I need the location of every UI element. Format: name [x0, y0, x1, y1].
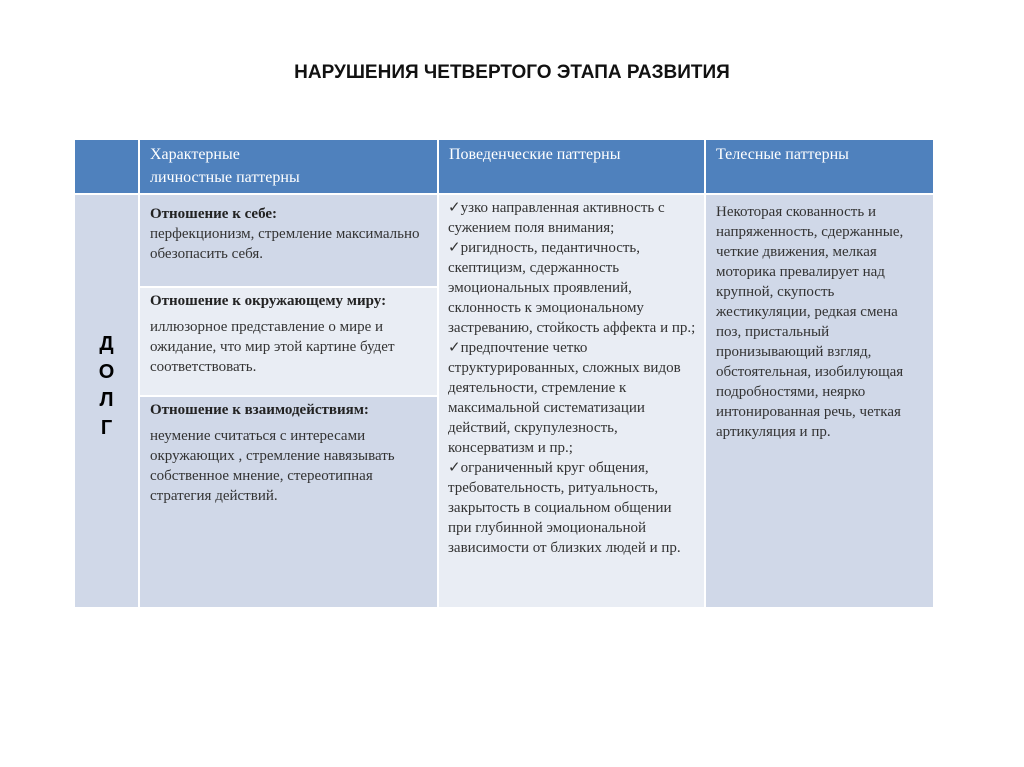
header-personality-patterns: Характерные личностные паттерны: [140, 140, 437, 193]
behavior-item-text: узко направленная активность с сужением поля внимания;: [448, 200, 665, 236]
section-title: Отношение к взаимодействиям:: [150, 402, 369, 418]
section-title: Отношение к себе:: [150, 206, 278, 222]
row-label-letter: Л: [99, 389, 114, 411]
personality-section-world: [140, 288, 437, 395]
personality-section-interaction: [140, 397, 437, 607]
behavior-item: [448, 338, 698, 458]
row-label-dolg: [75, 330, 138, 442]
check-icon: ✓: [448, 240, 461, 256]
body-cell: [706, 195, 933, 607]
row-label-letter: О: [98, 361, 115, 383]
behavior-item-text: предпочтение четко структурированных, сложных видов деятельности, стремление к максимальной систематизации действий, скрупулезность, консерватизм и пр.;: [448, 340, 681, 456]
section-text: перфекционизм, стремление максимально обезопасить себя.: [150, 226, 420, 262]
header-behavior-patterns: Поведенческие паттерны: [439, 140, 704, 193]
section-text: неумение считаться с интересами окружающих , стремление навязывать собственное мнение, стереотипная стратегия действий.: [150, 428, 395, 504]
body-text: Некоторая скованность и напряженность, сдержанные, четкие движения, мелкая моторика превалирует над крупной, скупость жестикуляции, редкая смена поз, пристальный пронизывающий взгляд, обстоятельная, изобилующая подробностями, неярко интонированная речь, четкая артикуляция и пр.: [716, 204, 904, 440]
row-label-cell: [75, 195, 138, 607]
patterns-table: [75, 140, 933, 607]
behavior-item: [448, 238, 698, 338]
behavior-item-text: ограниченный круг общения, требовательность, ритуальность, закрытость в социальном общении при глубинной эмоциональной зависимости от близких людей и пр.: [448, 460, 681, 556]
behavior-item-text: ригидность, педантичность, скептицизм, сдержанность эмоциональных проявлений, склонность к эмоциональному застреванию, стойкость аффекта и пр.;: [448, 240, 696, 336]
header-cell-empty: [75, 140, 138, 193]
row-label-letter: Д: [99, 333, 114, 355]
behavior-item: [448, 458, 698, 558]
behavior-item: [448, 198, 698, 238]
behavior-cell: [439, 195, 704, 607]
check-icon: ✓: [448, 340, 461, 356]
section-title: Отношение к окружающему миру:: [150, 293, 387, 309]
header-body-patterns: Телесные паттерны: [706, 140, 933, 193]
personality-section-self: [140, 195, 437, 286]
check-icon: ✓: [448, 460, 461, 476]
page-title: НАРУШЕНИЯ ЧЕТВЕРТОГО ЭТАПА РАЗВИТИЯ: [294, 62, 730, 83]
section-text: иллюзорное представление о мире и ожидание, что мир этой картине будет соответствовать.: [150, 319, 395, 375]
check-icon: ✓: [448, 200, 461, 216]
row-label-letter: Г: [100, 417, 113, 439]
